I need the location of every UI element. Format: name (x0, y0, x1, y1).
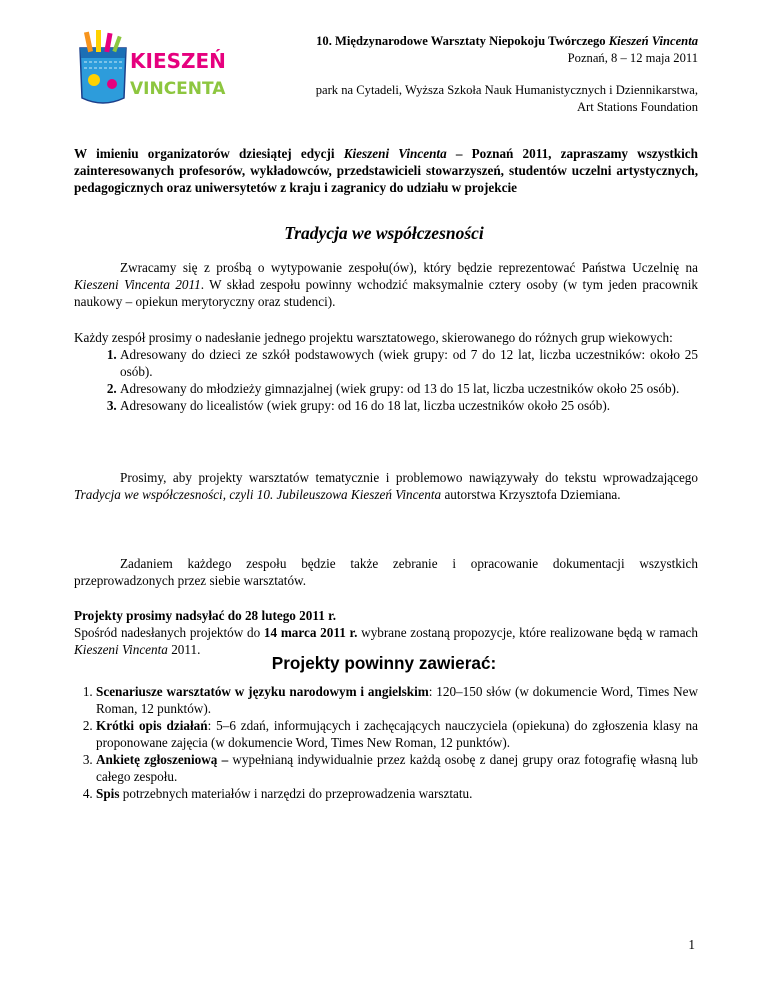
logo-text-line1: KIESZEŃ (130, 49, 226, 73)
requirements-heading: Projekty powinny zawierać: (271, 653, 497, 673)
deadline-bold: Projekty prosimy nadsyłać do 28 lutego 2011 r. (74, 608, 337, 623)
list-item: 2. Adresowany do młodzieży gimnazjalnej (wiek grupy: od 13 do 15 lat, liczba uczestników około 25 osób). (120, 380, 698, 397)
document-header (316, 33, 698, 115)
paragraph-age-groups (74, 329, 698, 414)
logo-text-line2: VINCENTA (130, 79, 226, 99)
list-item: 1. Adresowany do dzieci ze szkół podstawowych (wiek grupy: od 7 do 12 lat, liczba uczestników: około 25 osób). (120, 346, 698, 380)
paragraph-documentation: Zadaniem każdego zespołu będzie także zebranie i opracowanie dokumentacji wszystkich przeprowadzonych przez siebie warsztatów. (74, 556, 698, 588)
requirements-section (74, 683, 698, 802)
paragraph-deadline: Projekty prosimy nadsyłać do 28 lutego 2011 r. Spośród nadesłanych projektów do 14 marca 2011 r. wybrane zostaną propozycje, które realizowane będą w ramach Kieszeni Vincenta 2011. (74, 608, 698, 657)
list-item: 4. Spis potrzebnych materiałów i narzędzi do przeprowadzenia warsztatu. (96, 785, 698, 802)
list-item: 3. Adresowany do licealistów (wiek grupy: od 16 do 18 lat, liczba uczestników około 25 osób). (120, 397, 698, 414)
document-title: Tradycja we współczesności (284, 223, 484, 243)
page-number: 1 (688, 937, 695, 952)
header-venue-line2: Art Stations Foundation (576, 99, 698, 114)
header-title: 10. Międzynarodowe Warsztaty Niepokoju Twórczego Kieszeń Vincenta (316, 34, 698, 48)
requirements-list (74, 683, 698, 802)
age-groups-list (74, 346, 698, 414)
paragraph-theme: Prosimy, aby projekty warsztatów tematycznie i problemowo nawiązywały do tekstu wprowadzającego Tradycja we współczesności, czyli 10. Jubileuszowa Kieszeń Vincenta autorstwa Krzysztofa Dziemiana. (74, 470, 698, 502)
header-dates: Poznań, 8 – 12 maja 2011 (567, 50, 698, 65)
intro-paragraph: W imieniu organizatorów dziesiątej edycji Kieszeni Vincenta – Poznań 2011, zapraszamy wszystkich zainteresowanych profesorów, wykładowców, przedstawicieli stowarzyszeń, studentów uczelni artystycznych, pedagogicznych oraz uniwersytetów z kraju i zagranicy do udziału w projekcie (74, 146, 698, 195)
kieszen-vincenta-logo (74, 28, 226, 112)
age-groups-lead: Każdy zespół prosimy o nadesłanie jednego projektu warsztatowego, skierowanego do różnych grup wiekowych: (74, 330, 673, 345)
paragraph-team-request: Zwracamy się z prośbą o wytypowanie zespołu(ów), który będzie reprezentować Państwa Uczelnię na Kieszeni Vincenta 2011. W skład zespołu powinny wchodzić maksymalnie cztery osoby (w tym jeden pracownik naukowy – opiekun merytoryczny oraz studenci). (74, 260, 698, 309)
list-item: 1. Scenariusze warsztatów w języku narodowym i angielskim: 120–150 słów (w dokumencie Word, Times New Roman, 12 punktów). (96, 683, 698, 717)
list-item: 3. Ankietę zgłoszeniową – wypełnianą indywidualnie przez każdą osobę z danej grupy oraz fotografię własną lub całego zespołu. (96, 751, 698, 785)
header-venue-line1: park na Cytadeli, Wyższa Szkoła Nauk Humanistycznych i Dziennikarstwa, (315, 83, 698, 97)
list-item: 2. Krótki opis działań: 5–6 zdań, informujących i zachęcających nauczyciela (opiekuna) do zgłoszenia klasy na proponowane zajęcia (w dokumencie Word, Times New Roman, 12 punktów). (96, 717, 698, 751)
